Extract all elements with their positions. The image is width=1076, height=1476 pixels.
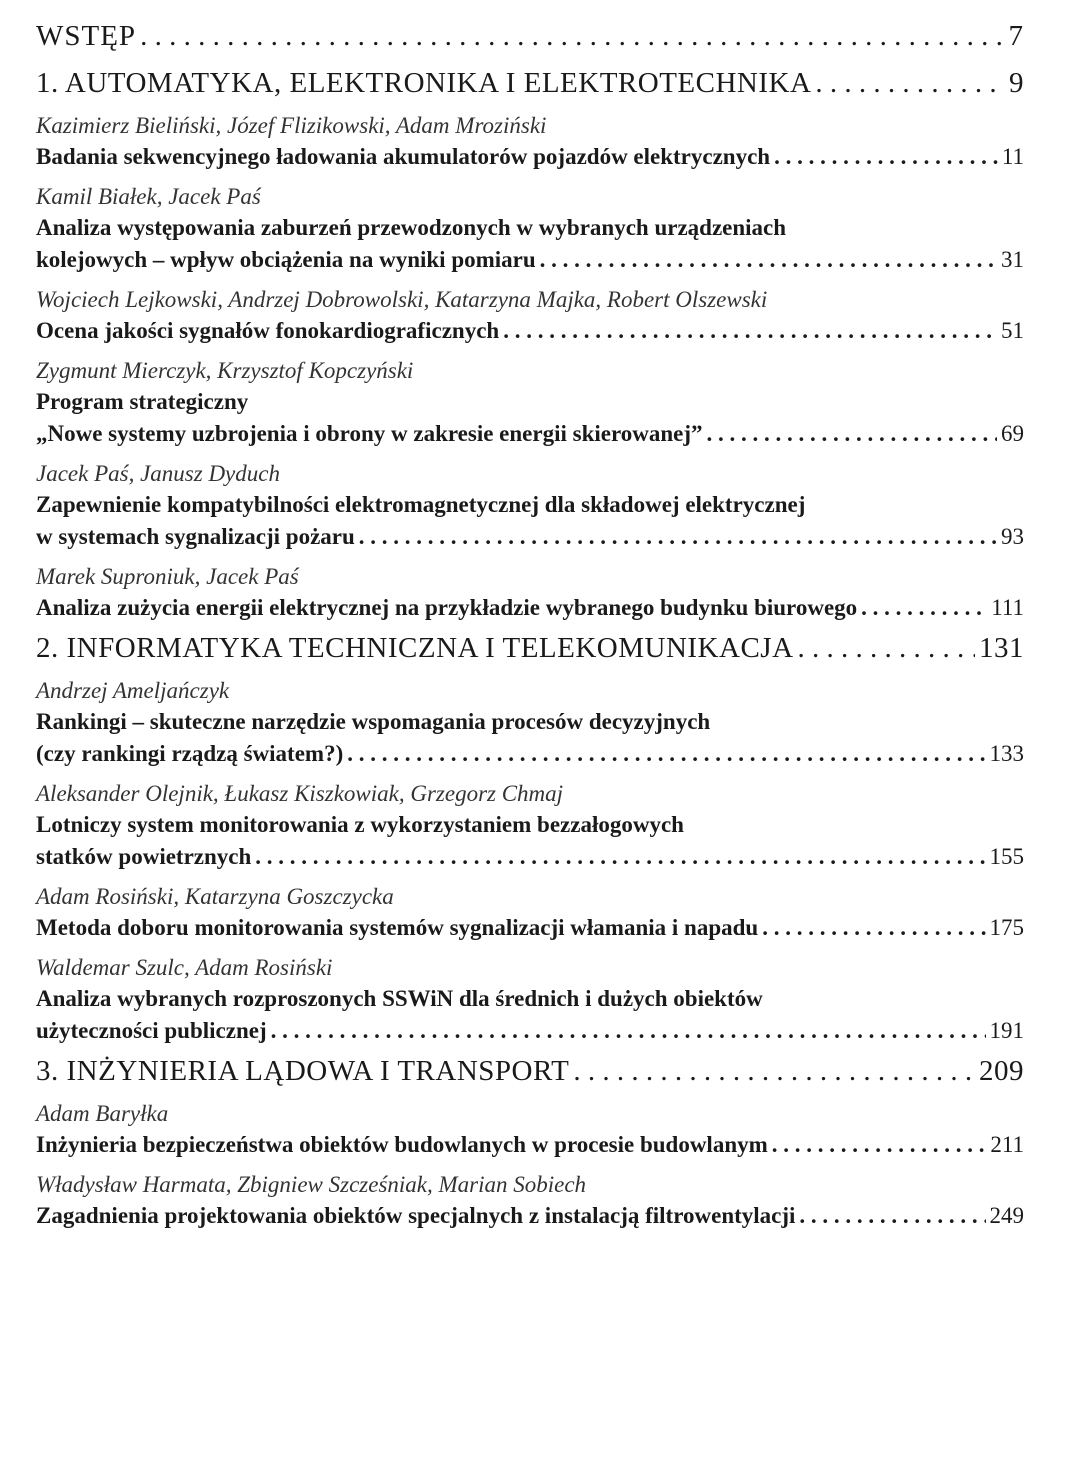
section-heading: 3. INŻYNIERIA LĄDOWA I TRANSPORT . . . 209 <box>36 1055 1024 1088</box>
entry-page: 155 <box>989 844 1024 869</box>
entry-title: kolejowych – wpływ obciążenia na wyniki pomiaru . . . 31 <box>36 244 1024 276</box>
entry-authors: Adam Baryłka <box>36 1101 169 1126</box>
leader-dots <box>815 67 1005 100</box>
section-page: 209 <box>979 1055 1024 1087</box>
entry-title-line: Rankingi – skuteczne narzędzie wspomagania procesów decyzyjnych <box>36 709 711 734</box>
entry-authors: Kazimierz Bieliński, Józef Flizikowski, Adam Mroziński <box>36 113 547 138</box>
entry-page: 51 <box>1001 318 1024 343</box>
entry-title-line: Analiza występowania zaburzeń przewodzonych w wybranych urządzeniach <box>36 215 787 240</box>
leader-dots <box>861 592 987 624</box>
toc-entry <box>36 1169 1024 1232</box>
intro-page: 7 <box>1008 20 1024 52</box>
leader-dots <box>707 418 997 450</box>
entry-authors: Władysław Harmata, Zbigniew Szcześniak, Marian Sobiech <box>36 1172 587 1197</box>
entry-title: Metoda doboru monitorowania systemów sygnalizacji włamania i napadu . . . 175 <box>36 912 1024 944</box>
leader-dots <box>798 632 975 665</box>
entry-authors: Waldemar Szulc, Adam Rosiński <box>36 955 333 980</box>
entry-authors: Andrzej Ameljańczyk <box>36 678 230 703</box>
leader-dots <box>762 912 985 944</box>
entry-title: statków powietrznych . . . 155 <box>36 841 1024 873</box>
leader-dots <box>573 1055 975 1088</box>
entry-title: Analiza zużycia energii elektrycznej na przykładzie wybranego budynku biurowego . . . 111 <box>36 592 1024 624</box>
entry-title-line: Zapewnienie kompatybilności elektromagnetycznej dla składowej elektrycznej <box>36 492 806 517</box>
leader-dots <box>503 315 997 347</box>
toc-entry <box>36 561 1024 624</box>
entry-page: 11 <box>1001 144 1024 169</box>
entry-title-line: Lotniczy system monitorowania z wykorzystaniem bezzałogowych <box>36 812 684 837</box>
entry-authors: Aleksander Olejnik, Łukasz Kiszkowiak, Grzegorz Chmaj <box>36 781 564 806</box>
toc-entry <box>36 675 1024 770</box>
entry-title: w systemach sygnalizacji pożaru . . . 93 <box>36 521 1024 553</box>
intro-label: WSTĘP <box>36 20 137 52</box>
leader-dots <box>347 738 985 770</box>
entry-title: Badania sekwencyjnego ładowania akumulatorów pojazdów elektrycznych . . . 11 <box>36 141 1024 173</box>
toc-entry <box>36 355 1024 450</box>
entry-authors: Zygmunt Mierczyk, Krzysztof Kopczyński <box>36 358 414 383</box>
leader-dots <box>774 141 998 173</box>
entry-page: 69 <box>1001 421 1024 446</box>
entry-title: Inżynieria bezpieczeństwa obiektów budowlanych w procesie budowlanym . . . 211 <box>36 1129 1024 1161</box>
entry-page: 191 <box>989 1018 1024 1043</box>
entry-title: Zagadnienia projektowania obiektów specjalnych z instalacją filtrowentylacji . . . 249 <box>36 1200 1024 1232</box>
section-heading: 1. AUTOMATYKA, ELEKTRONIKA I ELEKTROTECHNIKA . . . 9 <box>36 67 1024 100</box>
entry-authors: Wojciech Lejkowski, Andrzej Dobrowolski, Katarzyna Majka, Robert Olszewski <box>36 287 768 312</box>
section-page: 9 <box>1009 67 1024 99</box>
leader-dots <box>359 521 997 553</box>
entry-title-line: Program strategiczny <box>36 389 249 414</box>
entry-title: (czy rankingi rządzą światem?) . . . 133 <box>36 738 1024 770</box>
entry-authors: Adam Rosiński, Katarzyna Goszczycka <box>36 884 394 909</box>
entry-title: użyteczności publicznej . . . 191 <box>36 1015 1024 1047</box>
leader-dots <box>799 1200 985 1232</box>
leader-dots <box>540 244 997 276</box>
section-heading: 2. INFORMATYKA TECHNICZNA I TELEKOMUNIKACJA . . . 131 <box>36 632 1024 665</box>
entry-page: 133 <box>989 741 1024 766</box>
toc-entry <box>36 181 1024 276</box>
leader-dots <box>271 1015 986 1047</box>
entry-title: Ocena jakości sygnałów fonokardiograficznych . . . 51 <box>36 315 1024 347</box>
section-page: 131 <box>979 632 1024 664</box>
entry-page: 111 <box>991 595 1024 620</box>
toc-entry <box>36 881 1024 944</box>
entry-title: „Nowe systemy uzbrojenia i obrony w zakresie energii skierowanej” . . . 69 <box>36 418 1024 450</box>
toc-entry <box>36 778 1024 873</box>
entry-page: 211 <box>990 1132 1024 1157</box>
toc-entry <box>36 952 1024 1047</box>
entry-page: 249 <box>989 1203 1024 1228</box>
entry-authors: Jacek Paś, Janusz Dyduch <box>36 461 280 486</box>
entry-authors: Marek Suproniuk, Jacek Paś <box>36 564 299 589</box>
toc-intro <box>36 20 1024 53</box>
entry-page: 31 <box>1001 247 1024 272</box>
toc-entry <box>36 458 1024 553</box>
toc-entry <box>36 284 1024 347</box>
entry-page: 175 <box>989 915 1024 940</box>
toc-entry <box>36 110 1024 173</box>
leader-dots <box>255 841 985 873</box>
entry-page: 93 <box>1001 524 1024 549</box>
entry-title-line: Analiza wybranych rozproszonych SSWiN dla średnich i dużych obiektów <box>36 986 763 1011</box>
leader-dots <box>772 1129 987 1161</box>
toc-entry <box>36 1098 1024 1161</box>
entry-authors: Kamil Białek, Jacek Paś <box>36 184 261 209</box>
leader-dots <box>140 20 1004 53</box>
